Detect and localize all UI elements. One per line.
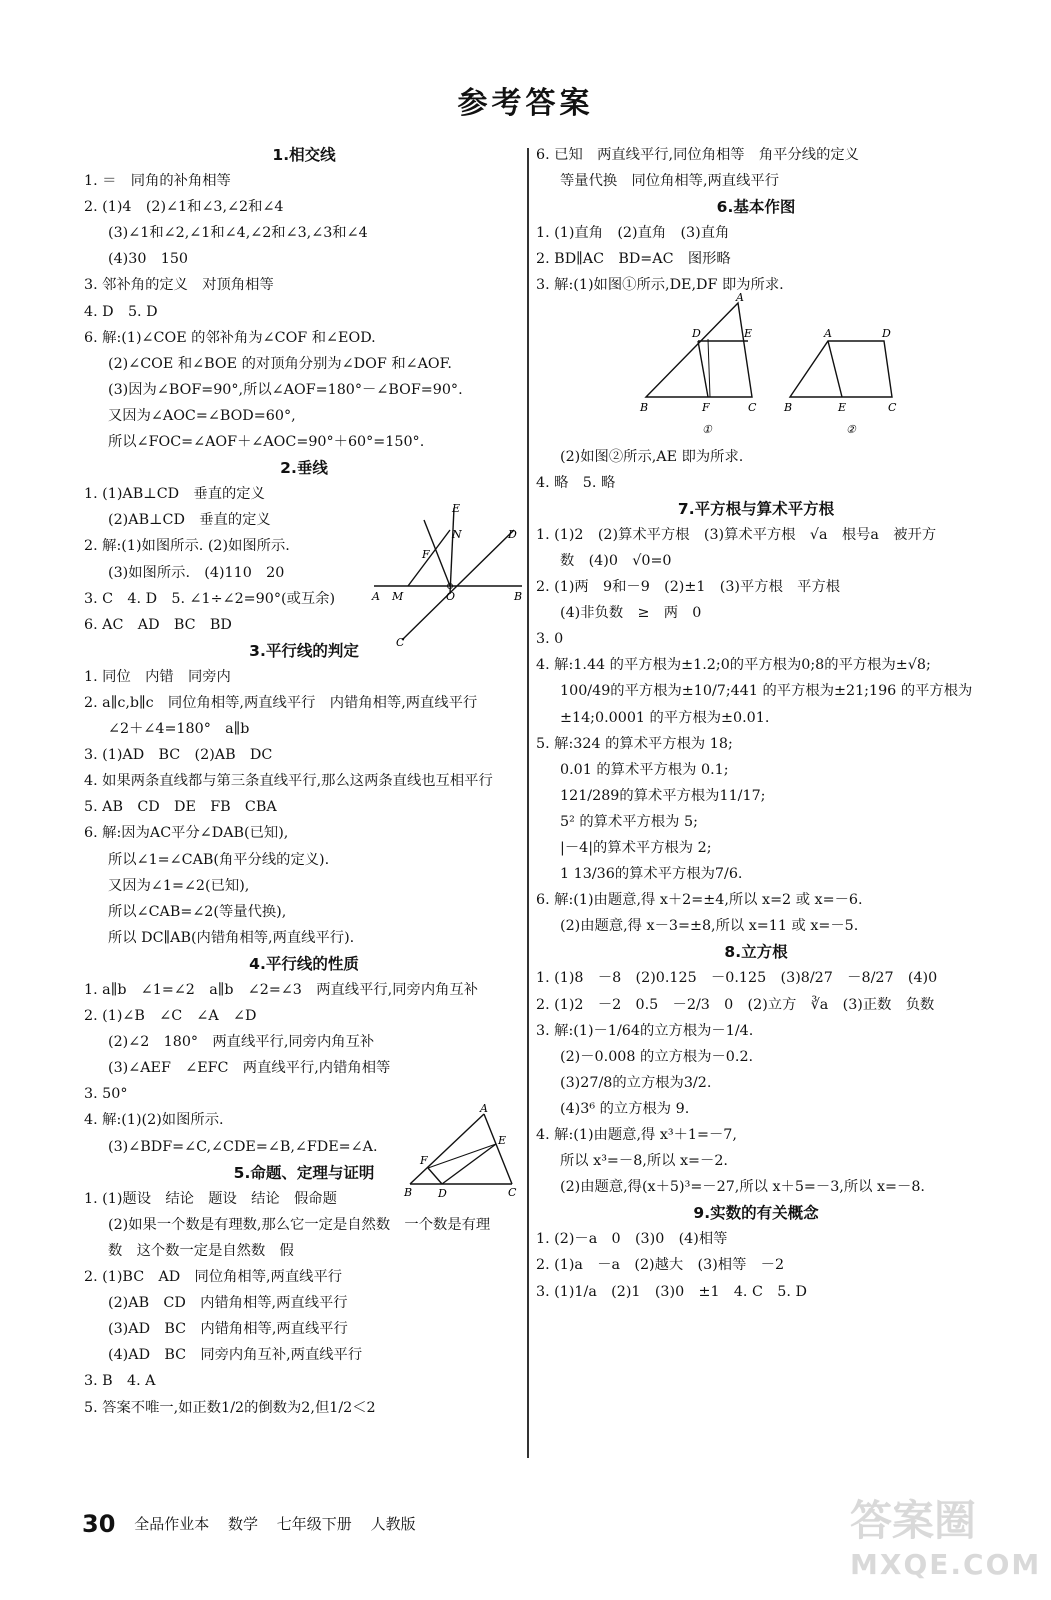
answer-line: 5² 的算术平方根为 5; [560,813,698,830]
fig2-label-A: A [824,326,832,340]
answer-line: 又因为∠AOC=∠BOD=60°, [108,407,296,424]
label-C: C [508,1186,517,1199]
answer-line: 2. (1)2 －2 0.5 －2/3 0 (2)立方 ∛a (3)正数 负数 [536,996,935,1013]
answer-line: 1. ＝ 同角的补角相等 [84,173,231,190]
fig1-label-F: F [702,400,710,414]
label-B: B [404,1186,413,1199]
footer-subject: 数学 [227,1515,258,1533]
fig2-number: ② [846,422,856,436]
answer-line: 2. (1)∠B ∠C ∠A ∠D [84,1008,257,1025]
answer-line: 6. 解:因为AC平分∠DAB(已知), [84,825,289,842]
label-D: D [508,528,517,541]
answer-line: (2)∠2 180° 两直线平行,同旁内角互补 [108,1034,375,1051]
answer-line: 1. (1)8 －8 (2)0.125 －0.125 (3)8/27 －8/27 (4)0 [536,970,938,987]
label-A: A [372,590,380,603]
answer-line: 所以∠1=∠CAB(角平分线的定义). [108,851,330,868]
answer-line: 5. 答案不唯一,如正数1/2的倒数为2,但1/2＜2 [84,1399,376,1416]
answer-line: |－4|的算术平方根为 2; [560,839,712,856]
answer-line: (3)∠AEF ∠EFC 两直线平行,内错角相等 [108,1060,391,1077]
left-column [84,142,524,1421]
figure-perpendicular [366,500,526,650]
section-heading: 1.相交线 [272,146,336,164]
right-column [536,142,976,1305]
answer-line: 1. (2)－a 0 (3)0 (4)相等 [536,1231,728,1248]
answer-line: 2. BD∥AC BD=AC 图形略 [536,251,731,268]
answer-line: 2. 解:(1)如图所示. (2)如图所示. [84,538,290,555]
answer-line: 3. 邻补角的定义 对顶角相等 [84,277,274,294]
label-B: B [514,590,523,603]
answer-line: 4. 略 5. 略 [536,474,616,491]
answer-line: (2)∠COE 和∠BOE 的对顶角分别为∠DOF 和∠AOF. [108,355,452,372]
label-C: C [396,636,405,649]
answer-line: (3)AD BC 内错角相等,两直线平行 [108,1321,348,1338]
fig2-label-D: D [882,326,891,340]
label-O: O [446,590,456,603]
answer-line: 3. 50° [84,1086,128,1103]
fig1-label-A: A [736,290,744,304]
answer-line: 2. (1)两 9和－9 (2)±1 (3)平方根 平方根 [536,579,841,596]
section-heading: 5.命题、定理与证明 [233,1163,375,1182]
page-number: 30 [82,1510,116,1538]
answer-line: (2)由题意,得 x－3=±8,所以 x=11 或 x=－5. [560,918,859,935]
section-heading: 8.立方根 [724,943,788,962]
answer-line: 2. (1)a －a (2)越大 (3)相等 －2 [536,1257,785,1274]
answer-line: 6. AC AD BC BD [84,616,232,633]
answer-line: 又因为∠1=∠2(已知), [108,877,250,894]
answer-line: ±14;0.0001 的平方根为±0.01. [560,709,770,726]
section-heading: 9.实数的有关概念 [693,1204,819,1223]
label-M: M [392,590,404,603]
page-title: 参考答案 [457,86,594,121]
answer-line: 3. 解:(1)－1/64的立方根为－1/4. [536,1022,754,1039]
answer-line: 数 这个数一定是自然数 假 [108,1242,294,1259]
footer-grade: 七年级下册 [276,1515,352,1533]
fig1-label-E: E [744,326,753,340]
answer-line: (4)3⁶ 的立方根为 9. [560,1100,690,1117]
answer-line: ∠2＋∠4=180° a∥b [108,721,250,738]
answer-line: 2. (1)BC AD 同位角相等,两直线平行 [84,1269,343,1286]
answer-line: (2)如图②所示,AE 即为所求. [560,448,744,465]
answer-line: 4. D 5. D [84,303,158,320]
answer-line: (2)AB CD 内错角相等,两直线平行 [108,1295,348,1312]
fig1-label-D: D [692,326,701,340]
label-F: F [420,1154,428,1167]
section-heading: 4.平行线的性质 [249,954,359,973]
watermark [850,1488,1040,1588]
answer-line: 1. 同位 内错 同旁内 [84,668,231,685]
answer-line: 5. 解:324 的算术平方根为 18; [536,735,733,752]
answer-line: 1 13/36的算术平方根为7/6. [560,866,743,883]
answer-line: 所以 x³=－8,所以 x=－2. [560,1153,728,1170]
answer-line: 1. (1)2 (2)算术平方根 (3)算术平方根 √a 根号a 被开方 [536,526,937,543]
answer-line: 0.01 的算术平方根为 0.1; [560,761,729,778]
answer-line: 3. B 4. A [84,1373,156,1390]
section-heading: 6.基本作图 [716,198,796,217]
answer-line: 6. 解:(1)由题意,得 x＋2=±4,所以 x=2 或 x=－6. [536,892,863,909]
answer-line: 所以 DC∥AB(内错角相等,两直线平行). [108,929,355,946]
answer-line: 2. (1)4 (2)∠1和∠3,∠2和∠4 [84,199,284,216]
section-heading: 3.平行线的判定 [249,641,359,660]
footer [82,1510,430,1538]
answer-line: 数 (4)0 √0=0 [560,552,672,569]
answer-line: 3. 0 [536,631,564,648]
footer-edition: 人教版 [370,1515,416,1533]
answer-line: 1. (1)题设 结论 题设 结论 假命题 [84,1190,337,1207]
footer-brand: 全品作业本 [134,1515,210,1533]
answer-line: 2. a∥c,b∥c 同位角相等,两直线平行 内错角相等,两直线平行 [84,694,478,711]
answer-line: 等量代换 同位角相等,两直线平行 [560,173,779,190]
label-D: D [438,1187,447,1200]
answer-line: (4)30 150 [108,251,189,268]
answer-line: (4)非负数 ≥ 两 0 [560,605,702,622]
label-E: E [452,502,461,515]
answer-line: (2)AB⊥CD 垂直的定义 [108,512,271,529]
answer-line: (2)如果一个数是有理数,那么它一定是自然数 一个数是有理 [108,1216,491,1233]
answer-line: (3)因为∠BOF=90°,所以∠AOF=180°－∠BOF=90°. [108,381,463,398]
answer-line: 3. C 4. D 5. ∠1÷∠2=90°(或互余) [84,590,336,607]
fig2-label-C: C [888,400,897,414]
answer-line: 3. (1)1/a (2)1 (3)0 ±1 4. C 5. D [536,1283,807,1300]
watermark-logo: 答案圈 [850,1496,977,1545]
label-F: F [422,548,430,561]
answer-line: 5. AB CD DE FB CBA [84,799,277,816]
section-heading: 2.垂线 [280,459,328,478]
fig1-label-C: C [748,400,757,414]
answer-line: (3)∠BDF=∠C,∠CDE=∠B,∠FDE=∠A. [108,1138,378,1155]
answer-line: 所以∠CAB=∠2(等量代换), [108,903,287,920]
answer-line: (3)如图所示. (4)110 20 [108,564,285,581]
answer-line: 4. 解:(1)(2)如图所示. [84,1112,224,1129]
fig1-number: ① [702,422,712,436]
label-N: N [452,528,462,541]
label-E: E [498,1134,507,1147]
figure-construction [536,290,976,444]
answer-line: 1. (1)直角 (2)直角 (3)直角 [536,225,730,242]
fig2-label-E: E [838,400,847,414]
answer-line: 3. 解:(1)如图①所示,DE,DF 即为所求. [536,277,784,294]
label-A: A [480,1102,488,1115]
answer-line: 6. 解:(1)∠COE 的邻补角为∠COF 和∠EOD. [84,329,376,346]
column-divider [527,148,529,1458]
answer-line: (3)∠1和∠2,∠1和∠4,∠2和∠3,∠3和∠4 [108,225,368,242]
answer-line: 1. a∥b ∠1=∠2 a∥b ∠2=∠3 两直线平行,同旁内角互补 [84,982,479,998]
answer-line: 所以∠FOC=∠AOF＋∠AOC=90°＋60°=150°. [108,434,425,451]
answer-line: 4. 解:(1)由题意,得 x³＋1=－7, [536,1127,737,1143]
answer-line: 4. 解:1.44 的平方根为±1.2;0的平方根为0;8的平方根为±√8; [536,657,931,674]
answer-line: (2)由题意,得(x＋5)³=－27,所以 x＋5=－3,所以 x=－8. [560,1179,925,1196]
fig2-label-B: B [784,400,793,414]
answer-line: (3)27/8的立方根为3/2. [560,1074,712,1091]
fig1-label-B: B [640,400,649,414]
answer-line: 3. (1)AD BC (2)AB DC [84,747,273,764]
answer-line: 6. 已知 两直线平行,同位角相等 角平分线的定义 [536,147,859,163]
answer-line: (2)－0.008 的立方根为－0.2. [560,1048,754,1065]
answer-line: (4)AD BC 同旁内角互补,两直线平行 [108,1347,363,1364]
section-heading: 7.平方根与算术平方根 [677,499,835,518]
watermark-url: MXQE.COM [850,1548,1042,1581]
answer-line: 4. 如果两条直线都与第三条直线平行,那么这两条直线也互相平行 [84,773,493,790]
figure-triangle [400,1100,524,1200]
answer-line: 100/49的平方根为±10/7;441 的平方根为±21;196 的平方根为 [560,683,973,700]
answer-line: 121/289的算术平方根为11/17; [560,787,766,804]
answer-line: 1. (1)AB⊥CD 垂直的定义 [84,486,265,503]
